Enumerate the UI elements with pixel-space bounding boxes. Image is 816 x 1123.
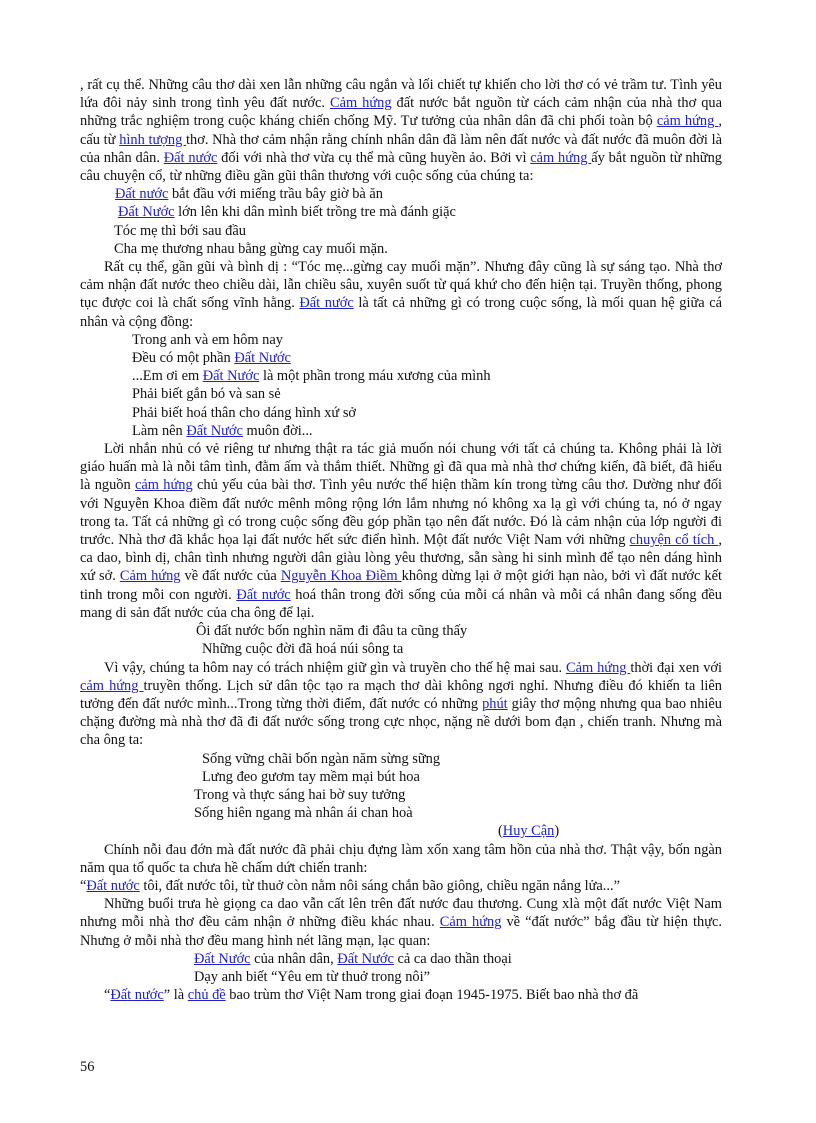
text-run: về đất nước của <box>180 568 281 585</box>
text-run: Phải biết hoá thân cho dáng hình xứ sở <box>132 404 357 421</box>
hyperlink[interactable]: cảm hứng <box>80 677 144 694</box>
verse-line <box>80 404 722 422</box>
text-run: không dừng lại ở một giới hạn nào, bởi vì đất nước kết tinh trong mỗi con người. <box>80 568 722 603</box>
verse-line <box>80 367 722 385</box>
hyperlink[interactable]: cảm hứng <box>530 149 592 166</box>
verse-line <box>80 750 722 768</box>
verse-line <box>80 622 722 640</box>
text-run: Làm nên <box>132 422 187 439</box>
text-run: Những cuộc đời đã hoá núi sông ta <box>202 641 404 658</box>
verse-line <box>80 422 722 440</box>
paragraph <box>80 986 722 1004</box>
hyperlink[interactable]: hình tượng <box>119 131 187 148</box>
hyperlink[interactable]: Đất Nước <box>337 950 394 967</box>
text-run: chủ yếu của bài thơ. Tình yêu nước thể hiện thầm kín trong từng câu thơ. Dường như đối với Nguyễn Khoa điềm đất nước mênh mông rộng lớn lắm nhưng nó không xa lạ gì với chúng ta, nó ở ngay trong ta. Tất cả những gì có trong cuộc sống đều góp phần tạo nên đất nước. Đó là cảm nhận của lớp người đi trước. Nhà thơ đã khắc họa lại đất nước hết sức điển hình. Một đất nước Việt Nam với những <box>80 477 723 549</box>
paragraph <box>80 841 722 877</box>
text-run: ấy bắt nguồn từ những câu chuyện cổ, từ những điều gần gũi thân thương với cuộc sống của chúng ta: <box>80 149 722 185</box>
text-run: Tóc mẹ thì bới sau đầu <box>114 222 246 239</box>
paragraph <box>80 76 722 185</box>
hyperlink[interactable]: cảm hứng <box>135 477 193 494</box>
text-run: đất nước bắt nguồn từ cách cảm nhận của nhà thơ qua những trắc nghiệm trong cuộc kháng chiến chống Mỹ. Tư tưởng của nhân dân đã chi phối toàn bộ <box>80 95 722 130</box>
text-run: Ôi đất nước bốn nghìn năm đi đâu ta cũng thấy <box>196 623 468 640</box>
text-run: đối với nhà thơ vừa cụ thể mà cũng huyền ảo. Bởi vì <box>217 149 531 166</box>
attribution <box>80 822 722 840</box>
verse-line <box>80 203 722 221</box>
page-number: 56 <box>80 1059 95 1075</box>
hyperlink[interactable]: Cảm hứng <box>329 95 392 112</box>
hyperlink[interactable]: Đất Nước <box>118 204 175 221</box>
verse-line <box>80 768 722 786</box>
text-run: Chính nỗi đau đớn mà đất nước đã phải chịu đựng làm xốn xang tâm hồn của nhà thơ. Thật vậy, bốn ngàn năm qua tổ quốc ta chưa hề chấm dứt chiến tranh: <box>80 841 722 876</box>
verse-line <box>80 331 722 349</box>
text-run: là tất cả những gì có trong cuộc sống, là mối quan hệ giữa cá nhân và cộng đồng: <box>80 295 722 330</box>
verse-line <box>80 786 722 804</box>
text-run: “ <box>80 877 87 894</box>
text-run: Dạy anh biết “Yêu em từ thuở trong nôi” <box>194 968 431 985</box>
text-run: về “đất nước” bắg đầu từ hiện thực. Nhưng ở mỗi nhà thơ đều mang hình nét lãng mạn, lạc quan: <box>80 914 722 949</box>
hyperlink[interactable]: Nguyễn Khoa Điềm <box>280 568 402 585</box>
text-run: Vì vậy, chúng ta hôm nay có trách nhiệm giữ gìn và truyền cho thế hệ mai sau. <box>104 659 567 676</box>
hyperlink[interactable]: Đất Nước <box>202 368 260 385</box>
paragraph <box>80 659 722 750</box>
hyperlink[interactable]: Đất nước <box>115 186 169 203</box>
text-run: là một phần trong máu xương của mình <box>259 368 491 385</box>
verse-line <box>80 385 722 403</box>
hyperlink[interactable]: chuyện cổ tích <box>629 532 719 549</box>
text-run: lớn lên khi dân mình biết trồng tre mà đánh giặc <box>174 204 456 221</box>
text-run: Sống hiên ngang mà nhân ái chan hoà <box>194 805 413 822</box>
paragraph <box>80 877 722 895</box>
hyperlink[interactable]: Đất nước <box>236 586 291 603</box>
paragraph <box>80 258 722 331</box>
verse-line <box>80 640 722 658</box>
hyperlink[interactable]: Đất Nước <box>194 950 251 967</box>
text-run: muôn đời... <box>242 422 313 439</box>
hyperlink[interactable]: Đất Nước <box>234 350 291 367</box>
text-run: ” là <box>163 987 188 1004</box>
text-run: giây thơ mộng nhưng qua bao nhiêu chặng đường mà nhà thơ đã đi đất nước sống trong cực nhọc, nặng nề dưới bom đạn , chiến tranh. Nhưng mà cha ông ta: <box>80 695 722 749</box>
verse-line <box>80 240 722 258</box>
text-run: , rất cụ thể. Những câu thơ dài xen lẫn những câu ngắn và lối chiết tự khiến cho lời thơ có vẻ trầm tư. Tình yêu lứa đôi nảy sinh trong tình yêu đất nước. <box>80 77 722 112</box>
hyperlink[interactable]: Đất nước <box>86 877 140 894</box>
text-run: ( <box>498 823 503 840</box>
hyperlink[interactable]: chủ đề <box>187 987 226 1004</box>
text-run: truyền thống. Lịch sử dân tộc tạo ra mạch thơ dài không ngơi nghỉ. Nhưng điều đó khiến ta liên tưởng đến đất nước mình...Trong từng thời điểm, đất nước có những <box>80 677 722 712</box>
text-run: bao trùm thơ Việt Nam trong giai đoạn 1945-1975. Biết bao nhà thơ đã <box>225 987 639 1004</box>
text-run: ) <box>554 823 560 840</box>
text-run: ...Em ơi em <box>132 368 203 385</box>
text-run: thời đại xen với <box>630 659 722 676</box>
hyperlink[interactable]: Cảm hứng <box>119 568 181 585</box>
text-run: Phải biết gắn bó và san sẻ <box>132 386 281 403</box>
verse-line <box>80 804 722 822</box>
text-run: “ <box>104 987 111 1004</box>
verse-line <box>80 222 722 240</box>
text-run: Lưng đeo gươm tay mềm mại bút hoa <box>202 768 420 785</box>
hyperlink[interactable]: cảm hứng <box>656 113 719 130</box>
text-run: tôi, đất nước tôi, từ thuở còn nằm nôi sáng chắn bão giông, chiều ngăn nắng lửa...” <box>139 877 620 894</box>
verse-line <box>80 349 722 367</box>
hyperlink[interactable]: Đất Nước <box>186 422 243 439</box>
text-run: hoá thân trong đời sống của mỗi cá nhân và mỗi cá nhân đang sống đều mang di sản đất nước của cha ông để lại. <box>80 586 722 621</box>
text-run: Cha mẹ thương nhau bằng gừng cay muối mặn. <box>114 240 388 257</box>
text-run: thơ. Nhà thơ cảm nhận rằng chính nhân dân đã làm nên đất nước và đất nước đã muôn đời là của nhân dân. <box>80 131 722 166</box>
hyperlink[interactable]: Huy Cận <box>502 823 555 840</box>
hyperlink[interactable]: Cảm hứng <box>439 914 502 931</box>
paragraph <box>80 895 722 950</box>
hyperlink[interactable]: Đất nước <box>110 987 164 1004</box>
text-run: Rất cụ thể, gần gũi và bình dị : “Tóc mẹ...gừng cay muối mặn”. Nhưng đây cũng là sự sáng tạo. Nhà thơ cảm nhận đất nước theo chiều dài, lẫn chiều sâu, xuyên suốt từ quá khứ cho đến hiện tại. Truyền thống, phong tục được coi là chất sống vĩnh hằng. <box>80 259 722 312</box>
text-run: bắt đầu với miếng trầu bây giờ bà ăn <box>168 186 384 203</box>
text-run: Sống vững chãi bốn ngàn năm sừng sững <box>202 750 441 767</box>
verse-line <box>80 968 722 986</box>
text-run: Lời nhắn nhủ có vẻ riêng tư nhưng thật ra tác giả muốn nói chung với tất cả chúng ta. Không phải là lời giáo huấn mà là nỗi tâm tình, đằm ấm và thắm thiết. Những gì đã qua mà nhà thơ chứng kiến, đã biết, đã hiểu là nguồn <box>80 441 722 494</box>
verse-line <box>80 185 722 203</box>
text-run: , cấu từ <box>80 113 722 148</box>
hyperlink[interactable]: phút <box>482 695 508 712</box>
hyperlink[interactable]: Đất nước <box>163 149 218 166</box>
hyperlink[interactable]: Cảm hứng <box>566 659 631 676</box>
text-run: cả ca dao thần thoại <box>393 950 512 967</box>
document-body <box>80 76 722 1004</box>
text-run: , ca dao, bình dị, chân tình nhưng người dân giàu lòng yêu thương, sẵn sàng hi sinh mình để tạo nên dáng hình xứ sở. <box>80 532 722 585</box>
hyperlink[interactable]: Đất nước <box>299 295 354 312</box>
text-run: Đều có một phần <box>132 350 235 367</box>
text-run: Trong anh và em hôm nay <box>132 331 283 348</box>
paragraph <box>80 440 722 622</box>
text-run: Những buổi trưa hè giọng ca dao vẫn cất lên trên đất nước đau thương. Cung xlà một đất nước Việt Nam nhưng mỗi nhà thơ đều cảm nhận ở những điều khác nhau. <box>80 896 722 931</box>
verse-line <box>80 950 722 968</box>
text-run: Trong và thực sáng hai bờ suy tưởng <box>194 786 406 803</box>
text-run: của nhân dân, <box>250 950 338 967</box>
